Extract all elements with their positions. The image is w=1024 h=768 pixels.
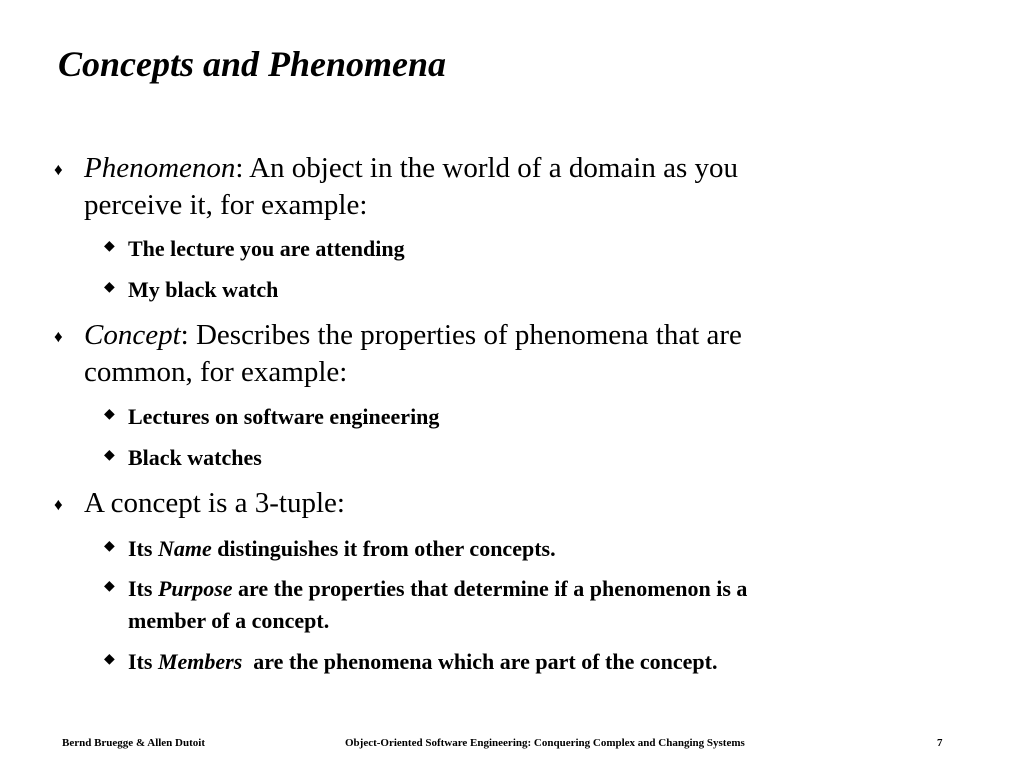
slide-title: Concepts and Phenomena — [58, 44, 447, 84]
tuple-item-rest: are the phenomena which are part of the concept. — [242, 649, 718, 674]
concept-definition: : Describes the properties of phenomena that are — [180, 319, 742, 351]
small-diamond-bullet-icon: ◆ — [104, 239, 115, 254]
small-diamond-bullet-icon: ◆ — [104, 280, 115, 295]
footer-authors: Bernd Bruegge & Allen Dutoit — [62, 737, 205, 749]
phenomenon-definition-line2: perceive it, for example: — [84, 189, 368, 221]
bullet-tuple — [54, 485, 884, 522]
sub-bullet-phenomenon-example-2 — [104, 274, 948, 306]
tuple-text: A concept is a 3-tuple: — [84, 487, 345, 519]
tuple-item-prefix: Its — [128, 649, 158, 674]
sub-bullet-tuple-purpose — [104, 573, 948, 637]
tuple-item-rest-line2: member of a concept. — [128, 608, 330, 633]
sub-bullet-phenomenon-example-1 — [104, 233, 948, 265]
sub-bullet-tuple-name — [104, 533, 948, 565]
diamond-bullet-icon: ♦ — [54, 327, 63, 346]
small-diamond-bullet-icon: ◆ — [104, 448, 115, 463]
diamond-bullet-icon: ♦ — [54, 495, 63, 514]
example-text: Lectures on software engineering — [128, 404, 440, 429]
tuple-item-term: Members — [157, 649, 243, 674]
tuple-item-term: Purpose — [157, 576, 233, 601]
phenomenon-term: Phenomenon — [84, 152, 236, 184]
footer-page-number: 7 — [937, 737, 943, 749]
bullet-phenomenon — [54, 150, 884, 224]
concept-term: Concept — [84, 319, 181, 351]
sub-bullet-concept-example-2 — [104, 442, 948, 474]
phenomenon-definition: : An object in the world of a domain as you — [235, 152, 738, 184]
small-diamond-bullet-icon: ◆ — [104, 652, 115, 667]
tuple-item-prefix: Its — [128, 576, 158, 601]
example-text: The lecture you are attending — [128, 236, 405, 261]
example-text: Black watches — [128, 445, 262, 470]
diamond-bullet-icon: ♦ — [54, 160, 63, 179]
tuple-item-term: Name — [157, 536, 212, 561]
sub-bullet-concept-example-1 — [104, 401, 948, 433]
tuple-item-prefix: Its — [128, 536, 158, 561]
footer-book-title: Object-Oriented Software Engineering: Conquering Complex and Changing Systems — [345, 737, 745, 749]
small-diamond-bullet-icon: ◆ — [104, 407, 115, 422]
example-text: My black watch — [128, 277, 279, 302]
bullet-concept — [54, 317, 884, 391]
small-diamond-bullet-icon: ◆ — [104, 539, 115, 554]
sub-bullet-tuple-members — [104, 646, 948, 678]
tuple-item-rest: are the properties that determine if a phenomenon is a — [232, 576, 748, 601]
small-diamond-bullet-icon: ◆ — [104, 579, 115, 594]
concept-definition-line2: common, for example: — [84, 356, 348, 388]
tuple-item-rest: distinguishes it from other concepts. — [211, 536, 556, 561]
